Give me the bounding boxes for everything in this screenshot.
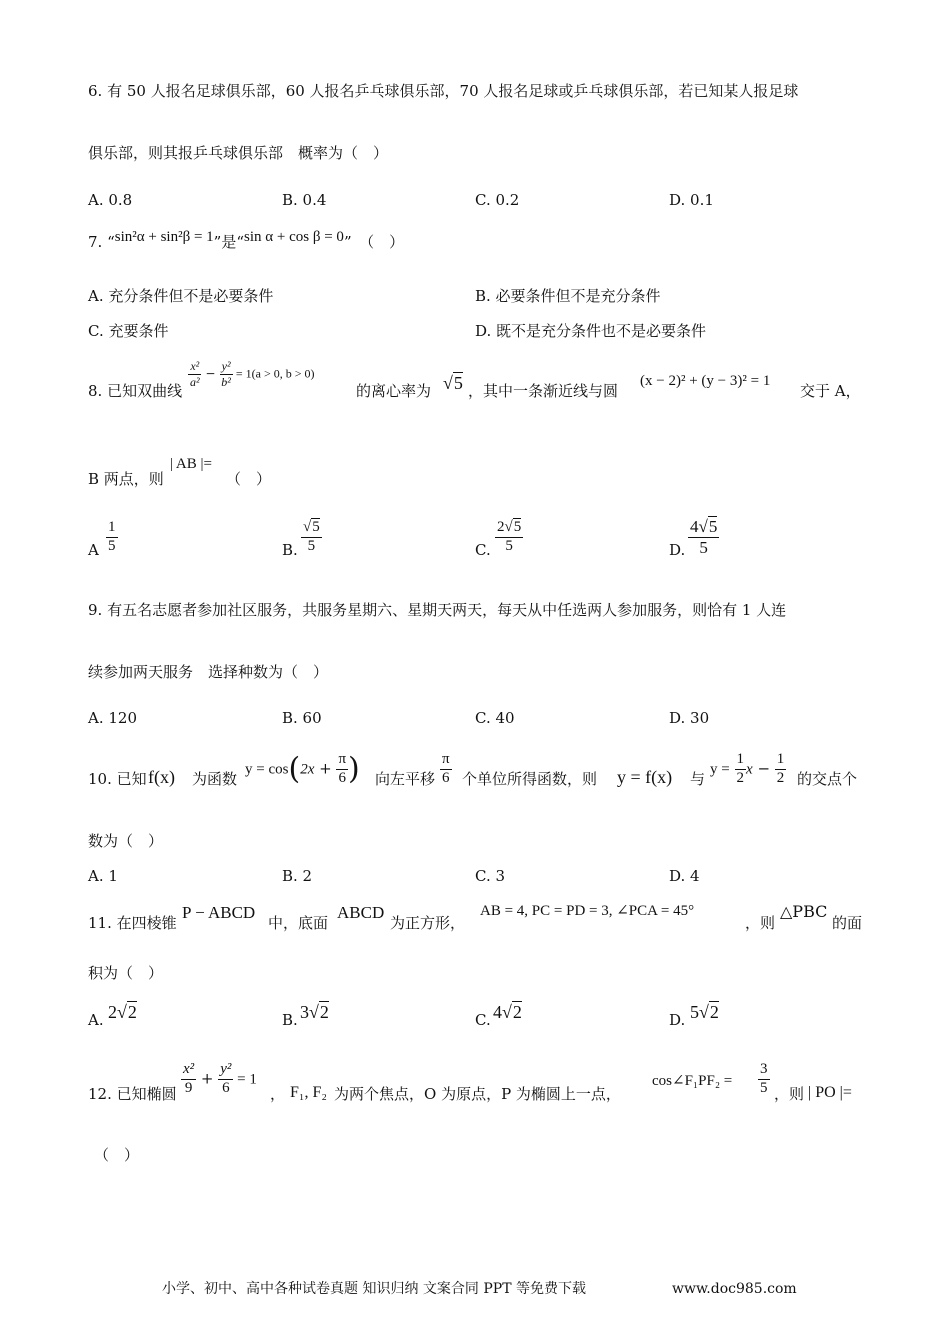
q7-end: ” （ ） (343, 233, 405, 251)
q8-option-d-value: $\frac{4√5}{5}$ (690, 517, 718, 557)
q7-option-c: C. 充要条件 (88, 322, 169, 340)
q8-hyperbola-equation: $\frac{\text{x²}}{\text{a²}}$ − $\frac{\text{y²}}{\text{b²}}$ = 1(a > 0, b > 0) (190, 359, 315, 389)
q8-option-c-value: $\frac{2√5}{5}$ (497, 519, 522, 554)
q11-option-d-label: D. (669, 1011, 686, 1029)
q11-condition: AB = 4, PC = PD = 3, ∠PCA = 45° (480, 903, 695, 919)
q10-t2: 向左平移 (375, 770, 436, 788)
q12-po: | PO |= (808, 1084, 852, 1101)
q10-t4: 与 (690, 770, 706, 788)
q10-shift: $\frac{\pi}{6}$ (442, 751, 450, 786)
q7-num: 7. “ (88, 233, 115, 251)
q10-yfx: y = f(x) (617, 767, 673, 787)
q10-line: y = $\frac{1}{2}$ x − $\frac{1}{2}$ (710, 751, 785, 786)
q9-option-d: D. 30 (669, 709, 710, 727)
q9-line1: 9. 有五名志愿者参加社区服务，共服务星期六、星期天两天，每天从中任选两人参加服务，则恰有 1 人连 (88, 601, 787, 619)
q11-pyramid: P − ABCD (182, 903, 256, 922)
q6-line1: 6. 有 50 人报名足球俱乐部，60 人报名乒乓球俱乐部，70 人报名足球或乒乓球俱乐部，若已知某人报足球 (88, 82, 799, 100)
q8-option-b-label: B. (282, 541, 298, 559)
q10-option-a: A. 1 (88, 867, 118, 885)
q8-text1: 的离心率为 (356, 382, 432, 400)
q10-t1: 为函数 (192, 770, 238, 788)
q7-expr2: sin α + cos β = 0 (244, 229, 344, 245)
q11-option-d-value: 5√2 (690, 1002, 719, 1022)
q11-triangle: △PBC (780, 902, 828, 921)
q10-option-d: D. 4 (669, 867, 700, 885)
q11-option-a-label: A. (88, 1011, 104, 1029)
q8-abs-ab: | AB |= (170, 456, 212, 472)
q8-option-a-label: A (88, 541, 99, 559)
q8-text2: ，其中一条渐近线与圆 (468, 382, 619, 400)
q8-sqrt5: √5 (443, 373, 463, 393)
q12-t2: 为两个焦点，O 为原点，P 为椭圆上一点， (334, 1085, 621, 1103)
q11-t3: ，则 (745, 914, 776, 932)
q11-option-b-label: B. (282, 1011, 298, 1029)
q12-line2: （ ） (94, 1146, 140, 1164)
q9-option-b: B. 60 (282, 709, 322, 727)
q10-option-c: C. 3 (475, 867, 506, 885)
q12-ellipse-equation: $\frac{\text{x²}}{9}$ + $\frac{\text{y²}}{6}$ = 1 (183, 1061, 257, 1096)
q8-eq-tail: = 1(a > 0, b > 0) (232, 366, 315, 381)
q9-option-c: C. 40 (475, 709, 515, 727)
q7-stem (88, 229, 405, 251)
q11-option-a-value: 2√2 (108, 1002, 137, 1022)
q8-option-d-label: D. (669, 541, 686, 559)
q8-line2b: （ ） (226, 470, 272, 488)
q11-base: ABCD (337, 903, 385, 922)
q12-foci: F₁, F₂ (290, 1084, 327, 1101)
q8-option-a-value: $\frac{1}{5}$ (108, 519, 116, 554)
q8-text3: 交于 A， (800, 382, 861, 400)
q9-line2: 续参加两天服务 选择种数为（ ） (88, 663, 329, 681)
q11-option-c-value: 4√2 (493, 1002, 522, 1022)
q12-t1: ， (270, 1085, 286, 1103)
q11-t2: 为正方形， (390, 914, 466, 932)
q11-t4: 的面 (832, 914, 863, 932)
q8-option-c-label: C. (475, 541, 491, 559)
q12-cos: cos∠F₁PF₂ = (652, 1073, 733, 1089)
q8-line2a: B 两点，则 (88, 470, 164, 488)
q12-t3: ，则 (774, 1085, 805, 1103)
q8-prefix: 8. 已知双曲线 (88, 382, 183, 400)
q6-option-a: A. 0.8 (88, 191, 133, 209)
q12-prefix: 12. 已知椭圆 (88, 1085, 177, 1103)
q11-t1: 中，底面 (268, 914, 329, 932)
q6-option-c: C. 0.2 (475, 191, 520, 209)
q6-option-d: D. 0.1 (669, 191, 714, 209)
q11-option-c-label: C. (475, 1011, 491, 1029)
q7-expr1: sin²α + sin²β = 1 (114, 229, 214, 245)
q10-function: y = cos(2x + $\frac{\pi}{6}$ ) (245, 751, 360, 787)
q11-line2: 积为（ ） (88, 964, 164, 982)
q8-circle-equation: (x − 2)² + (y − 3)² = 1 (640, 373, 771, 389)
q11-prefix: 11. 在四棱锥 (88, 914, 177, 932)
q8-option-b-value: $\frac{√5}{5}$ (303, 519, 320, 554)
q10-t5: 的交点个 (797, 770, 858, 788)
q10-option-b: B. 2 (282, 867, 313, 885)
q9-option-a: A. 120 (88, 709, 137, 727)
q10-fx: f(x) (148, 767, 175, 787)
q10-prefix: 10. 已知 (88, 770, 147, 788)
q10-line2: 数为（ ） (88, 832, 164, 850)
q11-option-b-value: 3√2 (300, 1002, 329, 1022)
q7-option-a: A. 充分条件但不是必要条件 (88, 287, 274, 305)
q6-option-b: B. 0.4 (282, 191, 327, 209)
q12-cos-value: $\frac{3}{5}$ (760, 1061, 768, 1096)
footer-site-link[interactable]: www.doc985.com (672, 1281, 797, 1297)
q7-option-b: B. 必要条件但不是充分条件 (475, 287, 661, 305)
q10-t3: 个单位所得函数，则 (462, 770, 598, 788)
q7-mid: ”是“ (213, 233, 245, 251)
q6-line2: 俱乐部，则其报乒乓球俱乐部 概率为（ ） (88, 144, 389, 162)
q7-option-d: D. 既不是充分条件也不是必要条件 (475, 322, 707, 340)
footer-text: 小学、初中、高中各种试卷真题 知识归纳 文案合同 PPT 等免费下载 (162, 1281, 586, 1297)
